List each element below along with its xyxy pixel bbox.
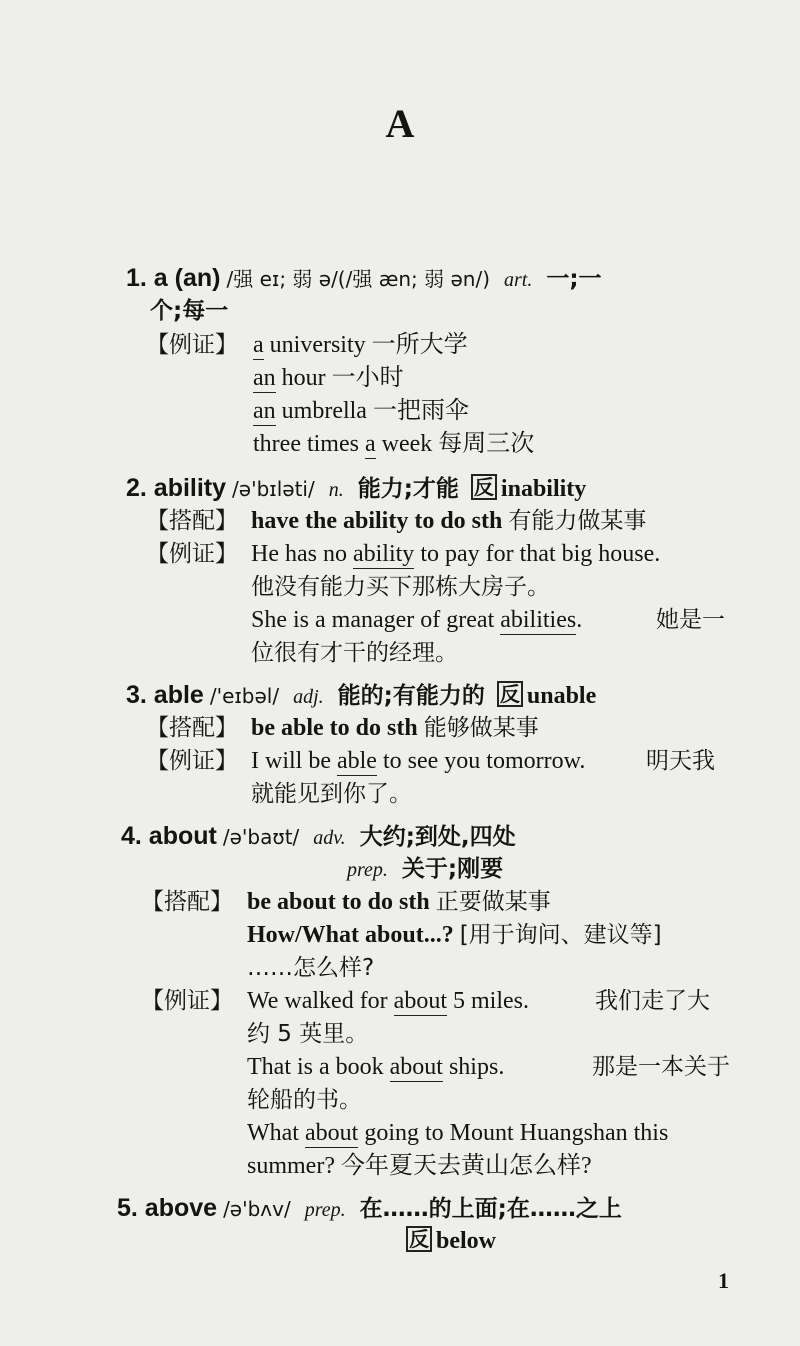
- collocation-translation: 能够做某事: [423, 715, 539, 741]
- definition: 一;一: [546, 266, 602, 292]
- entry-about-sense2: [347, 854, 503, 885]
- example-text: summer? 今年夏天去黄山怎么样?: [247, 1153, 592, 1179]
- part-of-speech: adv.: [313, 827, 346, 849]
- antonym-word: below: [436, 1228, 496, 1254]
- example-text: hour 一小时: [275, 365, 404, 391]
- underlined-word: about: [389, 1054, 443, 1080]
- example-text: 5 miles.: [447, 988, 529, 1014]
- example-text: What: [247, 1120, 305, 1146]
- collocation-translation: [用于询问、建议等]: [459, 922, 662, 948]
- underlined-word: about: [393, 988, 447, 1014]
- example-text: I will be: [251, 748, 337, 774]
- example-translation: 位很有才干的经理。: [251, 640, 458, 666]
- antonym-icon: 反: [497, 681, 523, 707]
- phonetic: /ə'baʊt/: [222, 825, 300, 849]
- example-translation: 约 5 英里。: [247, 1021, 369, 1047]
- example-translation: 明天我: [646, 748, 715, 774]
- example-text: We walked for: [247, 988, 394, 1014]
- phonetic: /强 eɪ; 弱 ə/(/强 æn; 弱 ən/): [226, 267, 490, 291]
- example-text: going to Mount Huangshan this: [358, 1120, 669, 1146]
- example-line: [253, 363, 404, 393]
- definition: 个;每一: [150, 298, 229, 324]
- example-line: [253, 429, 534, 459]
- headword: 4. about: [121, 822, 217, 850]
- headword: 5. above: [117, 1194, 218, 1222]
- antonym-icon: 反: [471, 474, 497, 500]
- underlined-word: a: [364, 431, 376, 457]
- entry-able-headline: [126, 680, 596, 712]
- example-text: university 一所大学: [263, 332, 468, 358]
- example-translation: 轮船的书。: [247, 1087, 362, 1113]
- underlined-word: abilities: [500, 607, 577, 633]
- phonetic: /'eɪbəl/: [209, 684, 280, 708]
- collocation-line: [141, 887, 551, 917]
- definition: 大约;到处,四处: [359, 824, 516, 850]
- example-translation: 那是一本关于: [592, 1054, 730, 1080]
- antonym-icon: 反: [406, 1226, 432, 1252]
- collocation-translation: 正要做某事: [435, 889, 551, 915]
- collocation-phrase: How/What about...?: [247, 922, 454, 948]
- collocation-label: 【搭配】: [146, 508, 238, 534]
- collocation-line: [146, 713, 539, 743]
- underlined-word: about: [304, 1120, 359, 1146]
- example-line: [253, 396, 469, 426]
- example-line: [146, 539, 661, 569]
- part-of-speech: art.: [504, 269, 533, 291]
- entry-ability-headline: [126, 473, 586, 505]
- collocation-line: [146, 506, 647, 536]
- headword: 2. ability: [126, 474, 227, 502]
- entry-a-headline: [126, 263, 602, 295]
- entry-above-antonym: [400, 1226, 496, 1256]
- part-of-speech: prep.: [347, 859, 388, 881]
- part-of-speech: prep.: [304, 1199, 346, 1221]
- definition: 能的;有能力的: [337, 683, 485, 709]
- example-text: ships.: [442, 1054, 505, 1080]
- collocation-phrase: be able to do sth: [251, 715, 418, 741]
- example-text: That is a book: [247, 1054, 390, 1080]
- entry-above-headline: [117, 1193, 622, 1225]
- headword: 3. able: [126, 681, 204, 709]
- example-translation: 我们走了大: [595, 988, 710, 1014]
- underlined-word: ability: [352, 541, 415, 567]
- collocation-phrase: be about to do sth: [247, 889, 430, 915]
- underlined-word: able: [336, 748, 377, 774]
- headword: 1. a (an): [126, 264, 221, 292]
- collocation-line: [247, 920, 662, 950]
- example-label: 【例证】: [146, 332, 238, 358]
- collocation-phrase: have the ability to do sth: [251, 508, 503, 534]
- example-text: three times: [253, 431, 365, 457]
- example-text: to see you tomorrow.: [376, 748, 586, 774]
- example-label: 【例证】: [146, 541, 238, 567]
- example-line: [247, 1118, 668, 1148]
- entry-about-headline: [121, 821, 516, 853]
- example-text: He has no: [251, 541, 353, 567]
- example-line: [247, 1052, 730, 1082]
- underlined-word: a: [253, 332, 264, 358]
- collocation-translation: 有能力做某事: [508, 508, 647, 534]
- example-translation: 他没有能力买下那栋大房子。: [251, 574, 550, 600]
- example-line: [251, 605, 725, 635]
- definition: 能力;才能: [357, 476, 459, 502]
- collocation-label: 【搭配】: [146, 715, 238, 741]
- underlined-word: an: [253, 365, 276, 391]
- example-text: .: [576, 607, 583, 633]
- entry-a-definition-cont: [150, 296, 228, 326]
- antonym-word: unable: [526, 683, 597, 709]
- example-translation: 就能见到你了。: [251, 781, 412, 807]
- underlined-word: an: [253, 398, 276, 424]
- collocation-label: 【搭配】: [141, 889, 233, 915]
- part-of-speech: n.: [328, 479, 344, 501]
- example-line: [146, 330, 468, 360]
- definition: 关于;刚要: [401, 856, 504, 882]
- example-text: umbrella 一把雨伞: [275, 398, 469, 424]
- page-number: 1: [718, 1268, 729, 1293]
- page-section-letter: A: [385, 101, 415, 146]
- example-text: week 每周三次: [375, 431, 535, 457]
- definition: 在……的上面;在……之上: [359, 1196, 622, 1222]
- example-line: [141, 986, 710, 1016]
- example-text: to pay for that big house.: [414, 541, 661, 567]
- example-text: She is a manager of great: [251, 607, 501, 633]
- part-of-speech: adj.: [293, 686, 324, 708]
- phonetic: /ə'bɪləti/: [232, 477, 315, 501]
- example-translation: 她是一: [656, 607, 725, 633]
- example-label: 【例证】: [146, 748, 238, 774]
- collocation-translation: ……怎么样?: [247, 955, 375, 981]
- example-line: [146, 746, 715, 776]
- example-label: 【例证】: [141, 988, 233, 1014]
- example-line: [247, 1151, 592, 1181]
- antonym-word: inability: [500, 476, 587, 502]
- phonetic: /ə'bʌv/: [223, 1197, 291, 1221]
